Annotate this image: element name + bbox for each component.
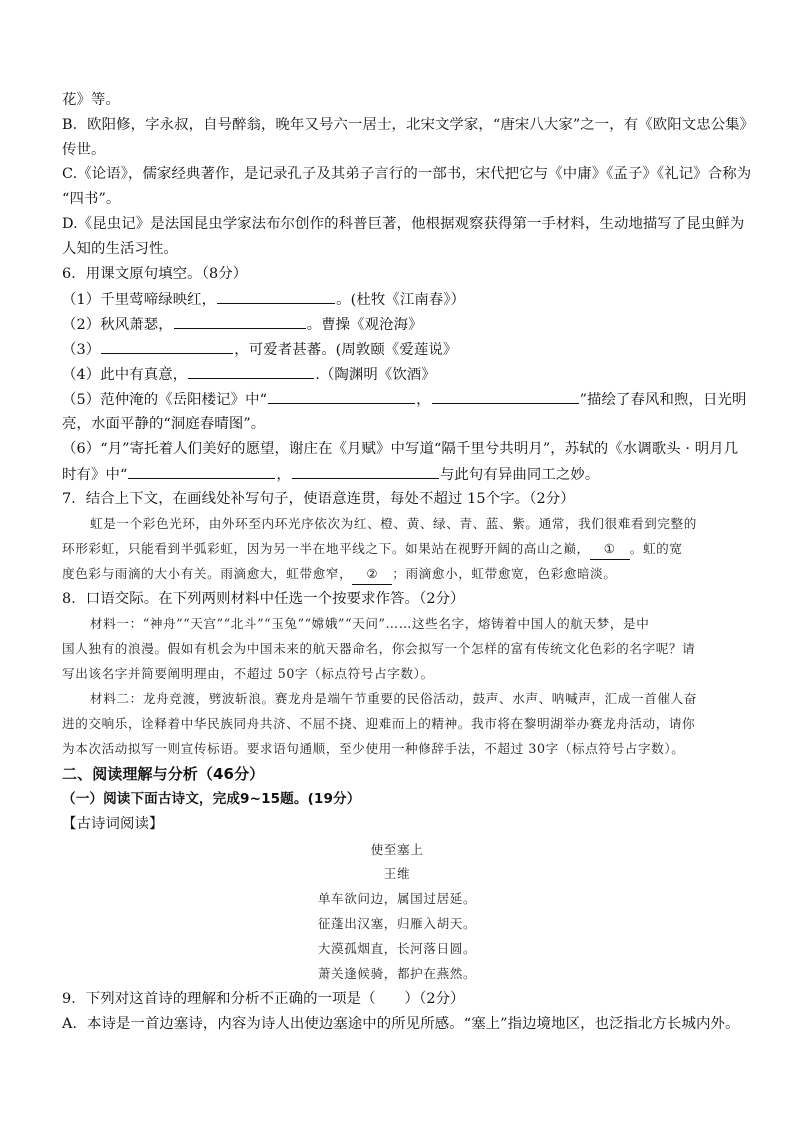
q6-4-prefix: （4）此中有真意， (62, 367, 188, 383)
option-b-line-2: 传世。 (62, 142, 106, 158)
option-d-line-1: D.《昆虫记》是法国昆虫学家法布尔创作的科普巨著，他根据观察获得第一手材料，生动地描写了昆虫鲜为 (62, 216, 745, 232)
q6-6-comma: ， (276, 467, 291, 483)
poem-author: 王维 (383, 866, 411, 881)
q8-material-1-line-3: 写出该名字并简要阐明理由，不超过 50字（标点符号占字数）。 (62, 666, 434, 681)
q8-material-2-line-3: 为本次活动拟写一则宣传标语。要求语句通顺，至少使用一种修辞手法，不超过 30字（标点符号占字数）。 (62, 741, 685, 756)
q6-3-suffix: ，可爱者甚蕃。(周敦颐《爱莲说》 (234, 342, 458, 358)
question-6-item-6: （6）“月”寄托着人们美好的愿望，谢庄在《月赋》中写道“隔千里兮共明月”，苏轼的《水调歌头 · 明月几 (62, 441, 739, 457)
section-2-heading: 二、阅读理解与分析（46分） (62, 765, 265, 783)
answer-blank[interactable] (188, 364, 314, 379)
question-6-title: 6．用课文原句填空。（8分） (62, 266, 248, 282)
answer-blank[interactable] (432, 389, 579, 404)
q6-6-suffix: 与此句有异曲同工之妙。 (439, 467, 600, 483)
answer-blank[interactable] (128, 464, 275, 479)
blank-1[interactable]: ① (590, 539, 630, 560)
answer-blank[interactable] (268, 389, 415, 404)
answer-blank[interactable] (217, 289, 335, 304)
q6-3-prefix: （3） (62, 342, 101, 358)
question-6-item-5 (62, 389, 746, 410)
q8-material-1-line-2: 国人独有的浪漫。假如有机会为中国未来的航天器命名，你会拟写一个怎样的富有传统文化色彩的名字呢？请 (62, 641, 696, 656)
q6-5-prefix: （5）范仲淹的《岳阳楼记》中“ (62, 392, 268, 408)
q6-5-comma: ， (416, 392, 431, 408)
q6-2-prefix: （2）秋风萧瑟， (62, 317, 173, 333)
question-6-item-4 (62, 364, 436, 385)
option-c-line-1: C.《论语》，儒家经典著作，是记录孔子及其弟子言行的一部书，宋代把它与《中庸》《孟子》《礼记》合称为 (62, 166, 752, 182)
q7-passage-line-1: 虹是一个彩色光环，由外环至内环光序依次为红、橙、黄、绿、青、蓝、紫。通常，我们很难看到完整的 (90, 516, 697, 531)
question-6-item-2 (62, 314, 423, 335)
q7-text: 。虹的宽 (629, 541, 683, 556)
poetry-tag: 【古诗词阅读】 (62, 816, 164, 832)
q6-2-suffix: 。曹操《观沧海》 (306, 317, 423, 333)
q7-passage-line-2 (62, 539, 683, 560)
poem-line-4: 萧关逢候骑，都护在燕然。 (317, 966, 477, 981)
poem-line-3: 大漠孤烟直，长河落日圆。 (317, 941, 477, 956)
q6-6-prefix: 时有》中“ (62, 467, 128, 483)
question-6-item-3 (62, 339, 457, 360)
question-8-title: 8．口语交际。在下列两则材料中任选一个按要求作答。（2分） (62, 591, 465, 607)
poem-title: 使至塞上 (370, 842, 424, 857)
q6-4-suffix: .（陶渊明《饮酒》 (315, 367, 436, 383)
poem-line-2: 征蓬出汉塞，归雁入胡天。 (317, 916, 477, 931)
question-9-title: 9．下列对这首诗的理解和分析不正确的一项是（ ）（2分） (62, 991, 465, 1007)
answer-blank[interactable] (292, 464, 439, 479)
q7-text: ；雨滴愈小，虹带愈宽，色彩愈暗淡。 (392, 566, 617, 581)
answer-blank[interactable] (101, 339, 233, 354)
question-6-item-1 (62, 289, 465, 310)
answer-blank[interactable] (174, 314, 306, 329)
option-b-line-1: B．欧阳修，字永叔，自号醉翁，晚年又号六一居士，北宋文学家，“唐宋八大家”之一，有《欧阳文忠公集》 (62, 117, 755, 133)
question-9-option-a: A．本诗是一首边塞诗，内容为诗人出使边塞途中的所见所感。“塞上”指边境地区，也泛指北方长城内外。 (62, 1016, 740, 1032)
option-d-line-2: 人知的生活习性。 (62, 241, 178, 257)
blank-2[interactable]: ② (352, 564, 392, 585)
section-2-part-1-heading: （一）阅读下面古诗文，完成9~15题。(19分） (62, 791, 361, 807)
option-c-line-2: “四书”。 (62, 191, 121, 207)
q6-5-suffix: ”描绘了春风和煦，日光明 (579, 392, 747, 408)
question-6-item-6-cont (62, 464, 599, 485)
question-7-title: 7．结合上下文，在画线处补写句子，使语意连贯，每处不超过 15个字。（2分） (62, 491, 575, 507)
q7-text: 度色彩与雨滴的大小有关。雨滴愈大，虹带愈窄， (62, 566, 353, 581)
poem-line-1: 单车欲问边，属国过居延。 (317, 891, 477, 906)
option-a-continuation: 花》等。 (62, 92, 120, 108)
q8-material-2-line-2: 进的交响乐，诠释着中华民族同舟共济、不屈不挠、迎难而上的精神。我市将在黎明湖举办赛龙舟活动，请你 (62, 716, 696, 731)
q8-material-1-line-1: 材料一：“神舟”“天宫”“北斗”“玉兔”“嫦娥”“天问”……这些名字，熔铸着中国人的航天梦，是中 (90, 616, 650, 631)
q7-passage-line-3 (62, 564, 617, 585)
question-6-item-5-cont: 亮，水面平静的“洞庭春晴图”。 (62, 416, 266, 432)
q6-1-prefix: （1）千里莺啼绿映红， (62, 292, 217, 308)
q6-1-suffix: 。(杜牧《江南春》） (336, 292, 466, 308)
q8-material-2-line-1: 材料二：龙舟竞渡，劈波斩浪。赛龙舟是端午节重要的民俗活动，鼓声、水声、呐喊声，汇成一首催人奋 (90, 691, 697, 706)
q7-text: 环形彩虹，只能看到半弧彩虹，因为另一半在地平线之下。如果站在视野开阔的高山之巅， (62, 541, 590, 556)
